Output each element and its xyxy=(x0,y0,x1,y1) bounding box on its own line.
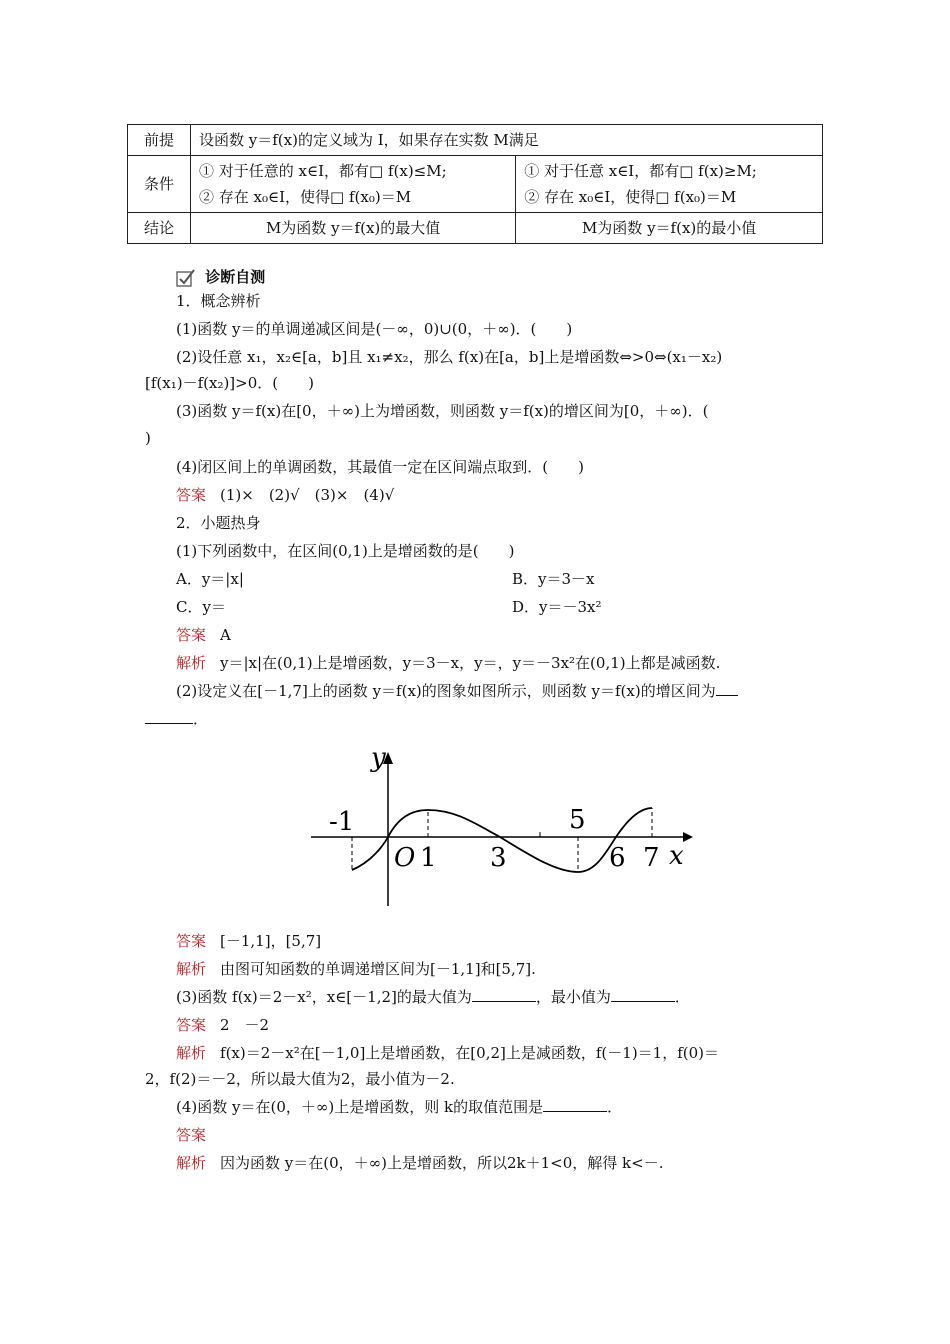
tick-label-5: 5 xyxy=(569,805,586,835)
p2-q3: (3)函数 f(x)＝2－x²，x∈[－1,2]的最大值为 ，最小值为 ． xyxy=(176,988,690,1006)
condition-head: 条件 xyxy=(128,156,191,213)
p2-q3-analysis-b: 2，f(2)＝－2，所以最大值为2，最小值为－2. xyxy=(145,1070,455,1088)
section-title: 诊断自测 xyxy=(176,266,265,287)
conclusion-head: 结论 xyxy=(128,213,191,244)
function-graph xyxy=(291,738,696,918)
p1-q2a: (2)设任意 x₁，x₂∈[a，b]且 x₁≠x₂，那么 f(x)在[a，b]上是增函数⇔>0⇔(x₁－x₂) xyxy=(176,348,723,366)
p2-title: 2．小题热身 xyxy=(176,514,261,532)
p2-q4-analysis: 解析 因为函数 y＝在(0，＋∞)上是增函数，所以2k＋1<0，解得 k<－. xyxy=(176,1154,664,1172)
p1-answer: 答案 (1)× (2)√ (3)× (4)√ xyxy=(176,486,395,504)
condition-min: ① 对于任意 x∈I，都有□ f(x)≥M; ② 存在 x₀∈I，使得□ f(x₀)＝M xyxy=(516,156,823,213)
p2-q4: (4)函数 y＝在(0，＋∞)上是增函数，则 k的取值范围是 ． xyxy=(176,1098,623,1116)
p1-q1: (1)函数 y＝的单调递减区间是(－∞，0)∪(0，＋∞)．( ) xyxy=(176,320,573,338)
premise-text: 设函数 y＝f(x)的定义域为 I，如果存在实数 M满足 xyxy=(191,125,823,156)
p2-q2b: ． xyxy=(145,708,208,730)
tick-label-1: 1 xyxy=(420,843,437,873)
p1-q3b: ) xyxy=(145,429,151,447)
p2-q4-answer: 答案 xyxy=(176,1126,207,1144)
p2-q2a: (2)设定义在[－1,7]上的函数 y＝f(x)的图象如图所示，则函数 y＝f(x)的增区间为 xyxy=(176,680,738,702)
p2-q3-answer: 答案 2 －2 xyxy=(176,1016,270,1034)
p2-q2-analysis: 解析 由图可知函数的单调递增区间为[－1,1]和[5,7]. xyxy=(176,960,536,978)
option-b: B．y＝3－x xyxy=(512,570,595,588)
conclusion-max: M为函数 y＝f(x)的最大值 xyxy=(191,213,516,244)
origin-label: O xyxy=(394,843,416,873)
conclusion-min: M为函数 y＝f(x)的最小值 xyxy=(516,213,823,244)
tick-label-6: 6 xyxy=(609,843,626,873)
tick-label-7: 7 xyxy=(643,843,660,873)
option-d: D．y＝－3x² xyxy=(512,598,602,616)
p1-q2b: [f(x₁)－f(x₂)]>0．( ) xyxy=(145,374,314,392)
condition-max: ① 对于任意的 x∈I，都有□ f(x)≤M; ② 存在 x₀∈I，使得□ f(x₀)＝M xyxy=(191,156,516,213)
p2-q1-analysis: 解析 y＝|x|在(0,1)上是增函数，y＝3－x，y＝，y＝－3x²在(0,1)上都是减函数. xyxy=(176,654,721,672)
definition-table xyxy=(127,124,823,244)
option-a: A．y＝|x| xyxy=(176,570,244,588)
p1-q3a: (3)函数 y＝f(x)在[0，＋∞)上为增函数，则函数 y＝f(x)的增区间为[0，＋∞)．( xyxy=(176,402,709,420)
premise-head: 前提 xyxy=(128,125,191,156)
p2-q1: (1)下列函数中，在区间(0,1)上是增函数的是( ) xyxy=(176,542,515,560)
tick-label-minus1: -1 xyxy=(329,807,355,837)
x-axis-arrow xyxy=(683,832,693,842)
check-icon xyxy=(176,269,196,287)
p2-q3-analysis-a: 解析 f(x)＝2－x²在[－1,0]上是增函数，在[0,2]上是减函数，f(－1)＝1，f(0)＝ xyxy=(176,1044,720,1062)
p1-q4: (4)闭区间上的单调函数，其最值一定在区间端点取到．( ) xyxy=(176,458,584,476)
p2-q2-answer: 答案 [－1,1]，[5,7] xyxy=(176,932,322,950)
tick-label-3: 3 xyxy=(490,843,507,873)
option-c: C．y＝ xyxy=(176,598,226,616)
x-label: x xyxy=(669,841,684,871)
p2-q1-answer: 答案 A xyxy=(176,626,231,644)
p1-title: 1．概念辨析 xyxy=(176,292,261,310)
y-label: y xyxy=(371,743,386,773)
